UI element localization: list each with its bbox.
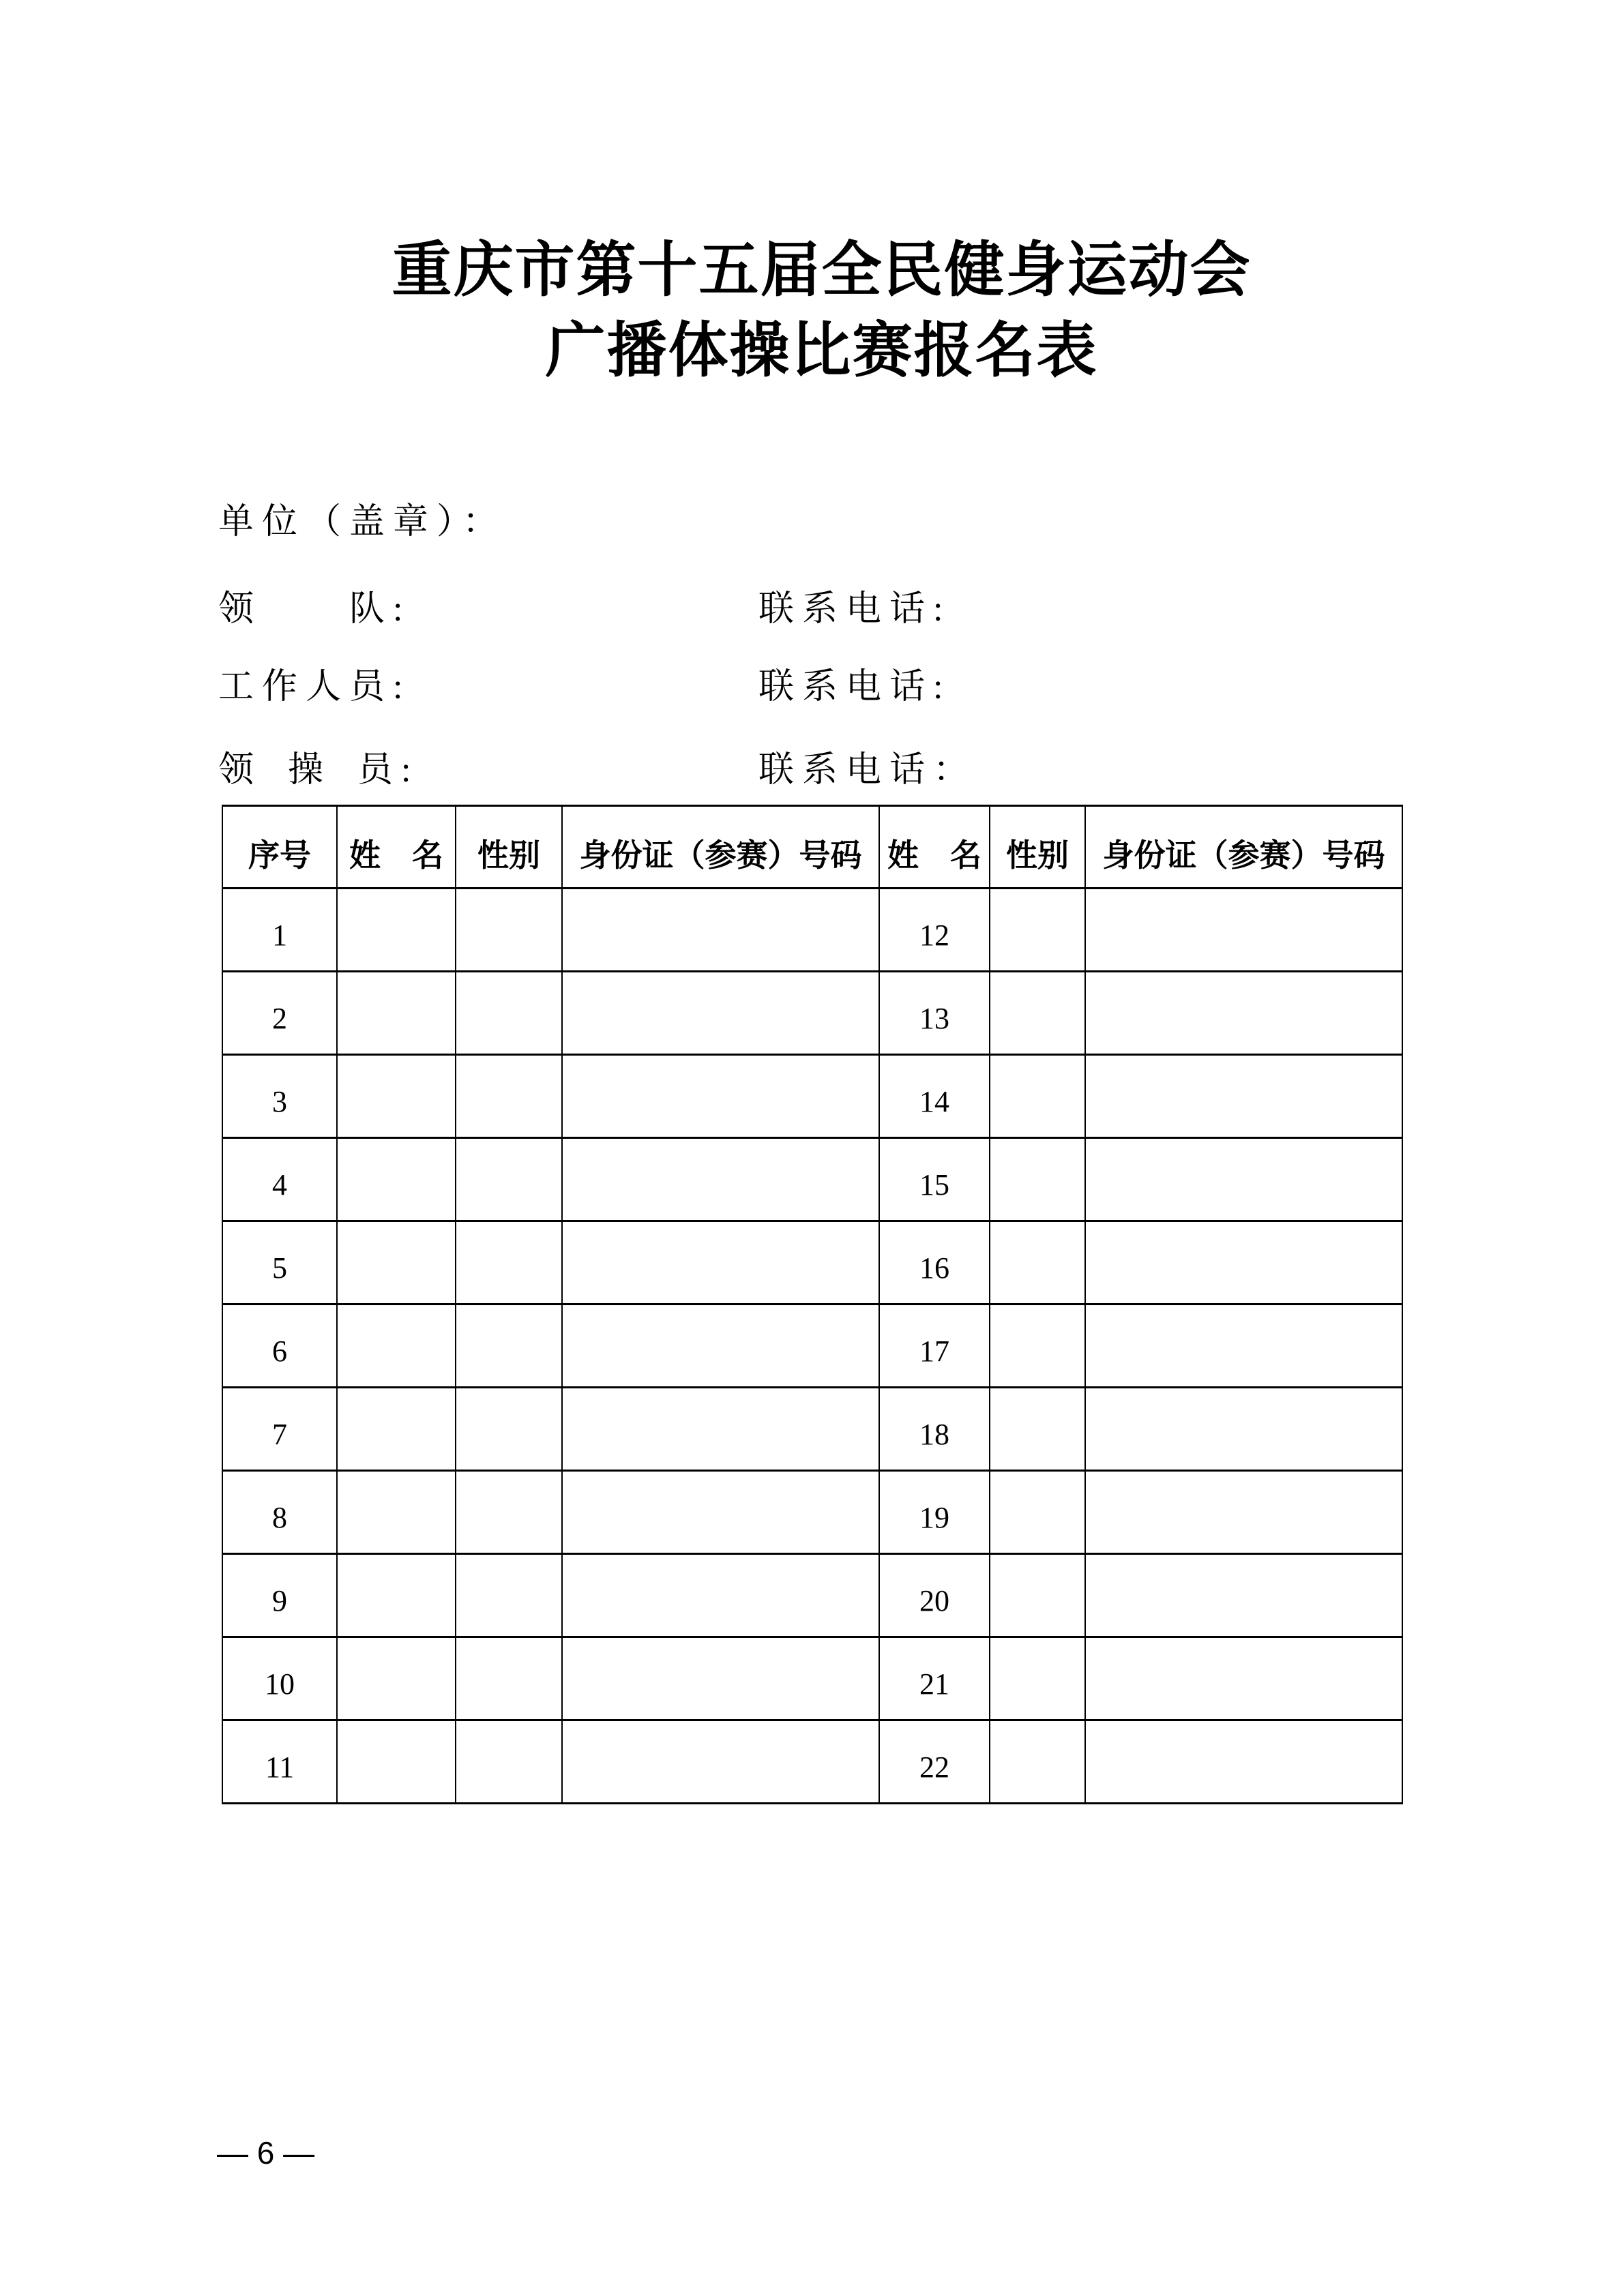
serial-cell: 2 <box>222 972 337 1055</box>
id-cell <box>562 1304 879 1388</box>
serial-cell: 13 <box>879 972 990 1055</box>
serial-cell: 4 <box>222 1138 337 1221</box>
team-leader-phone-label: 联系电话: <box>758 590 951 629</box>
serial-cell: 18 <box>879 1388 990 1471</box>
id-cell <box>1085 889 1402 972</box>
sex-cell <box>456 1637 562 1720</box>
serial-cell: 11 <box>222 1720 337 1804</box>
sex-cell <box>456 972 562 1055</box>
table-row <box>222 1304 1402 1388</box>
id-cell <box>1085 1720 1402 1804</box>
sex-cell <box>990 1221 1085 1304</box>
serial-cell: 19 <box>879 1471 990 1554</box>
name-cell <box>337 1471 456 1554</box>
id-cell <box>562 1055 879 1138</box>
sex-cell <box>990 1388 1085 1471</box>
id-cell <box>562 1138 879 1221</box>
id-cell <box>1085 1304 1402 1388</box>
table-row <box>222 1388 1402 1471</box>
sex-cell <box>990 1471 1085 1554</box>
name-cell <box>337 1388 456 1471</box>
table-row <box>222 1720 1402 1804</box>
header-serial-number: 序号 <box>222 806 337 889</box>
header-name-left: 姓 名 <box>337 806 456 889</box>
name-cell <box>337 1554 456 1637</box>
id-cell <box>562 1554 879 1637</box>
exercise-leader-label: 领 操 员: <box>218 751 419 790</box>
exercise-leader-phone-label: 联系电话： <box>758 751 977 790</box>
sex-cell <box>456 889 562 972</box>
header-id-number-left: 身份证（参赛）号码 <box>562 806 879 889</box>
team-leader-label: 领 队: <box>218 590 411 629</box>
header-sex-left: 性别 <box>456 806 562 889</box>
name-cell <box>337 1138 456 1221</box>
table-header-row <box>222 806 1402 889</box>
sex-cell <box>990 1554 1085 1637</box>
sex-cell <box>456 1055 562 1138</box>
sex-cell <box>456 1138 562 1221</box>
serial-cell: 12 <box>879 889 990 972</box>
field-row-exercise-leader <box>0 753 1624 794</box>
id-cell <box>1085 1471 1402 1554</box>
table-row <box>222 1554 1402 1637</box>
sex-cell <box>990 972 1085 1055</box>
id-cell <box>562 889 879 972</box>
sex-cell <box>456 1720 562 1804</box>
staff-phone-label: 联系电话: <box>758 668 951 706</box>
serial-cell: 17 <box>879 1304 990 1388</box>
staff-label: 工作人员: <box>218 668 411 706</box>
serial-cell: 9 <box>222 1554 337 1637</box>
field-row-staff <box>0 670 1624 711</box>
name-cell <box>337 1221 456 1304</box>
sex-cell <box>456 1304 562 1388</box>
id-cell <box>562 1720 879 1804</box>
id-cell <box>1085 1221 1402 1304</box>
table-row <box>222 1471 1402 1554</box>
id-cell <box>562 1221 879 1304</box>
serial-cell: 10 <box>222 1637 337 1720</box>
name-cell <box>337 1720 456 1804</box>
serial-cell: 1 <box>222 889 337 972</box>
serial-cell: 15 <box>879 1138 990 1221</box>
table-row <box>222 1055 1402 1138</box>
unit-seal-label: 单位（盖章）： <box>218 503 507 541</box>
name-cell <box>337 1055 456 1138</box>
table-row <box>222 1138 1402 1221</box>
table-row <box>222 972 1402 1055</box>
document-title-line1: 重庆市第十五届全民健身运动会 <box>392 238 1252 304</box>
serial-cell: 14 <box>879 1055 990 1138</box>
serial-cell: 7 <box>222 1388 337 1471</box>
table-row <box>222 1637 1402 1720</box>
id-cell <box>1085 1554 1402 1637</box>
name-cell <box>337 1637 456 1720</box>
id-cell <box>1085 972 1402 1055</box>
table-row <box>222 889 1402 972</box>
header-id-number-right: 身份证（参赛）号码 <box>1085 806 1402 889</box>
sex-cell <box>990 1720 1085 1804</box>
serial-cell: 16 <box>879 1221 990 1304</box>
id-cell <box>562 972 879 1055</box>
serial-cell: 5 <box>222 1221 337 1304</box>
sex-cell <box>990 1055 1085 1138</box>
registration-table <box>222 805 1403 1804</box>
table-row <box>222 1221 1402 1304</box>
serial-cell: 6 <box>222 1304 337 1388</box>
sex-cell <box>990 1637 1085 1720</box>
header-sex-right: 性别 <box>990 806 1085 889</box>
id-cell <box>562 1637 879 1720</box>
serial-cell: 8 <box>222 1471 337 1554</box>
serial-cell: 22 <box>879 1720 990 1804</box>
page-number: — 6 — <box>217 2135 315 2171</box>
field-row-unit <box>0 505 1624 546</box>
serial-cell: 20 <box>879 1554 990 1637</box>
field-row-team-leader <box>0 592 1624 633</box>
serial-cell: 21 <box>879 1637 990 1720</box>
name-cell <box>337 972 456 1055</box>
id-cell <box>1085 1055 1402 1138</box>
name-cell <box>337 1304 456 1388</box>
sex-cell <box>456 1554 562 1637</box>
id-cell <box>1085 1138 1402 1221</box>
serial-cell: 3 <box>222 1055 337 1138</box>
id-cell <box>1085 1388 1402 1471</box>
header-name-right: 姓 名 <box>879 806 990 889</box>
id-cell <box>1085 1637 1402 1720</box>
sex-cell <box>990 1304 1085 1388</box>
document-title-line2: 广播体操比赛报名表 <box>545 318 1098 385</box>
sex-cell <box>990 889 1085 972</box>
sex-cell <box>456 1388 562 1471</box>
sex-cell <box>990 1138 1085 1221</box>
id-cell <box>562 1471 879 1554</box>
sex-cell <box>456 1221 562 1304</box>
sex-cell <box>456 1471 562 1554</box>
id-cell <box>562 1388 879 1471</box>
name-cell <box>337 889 456 972</box>
